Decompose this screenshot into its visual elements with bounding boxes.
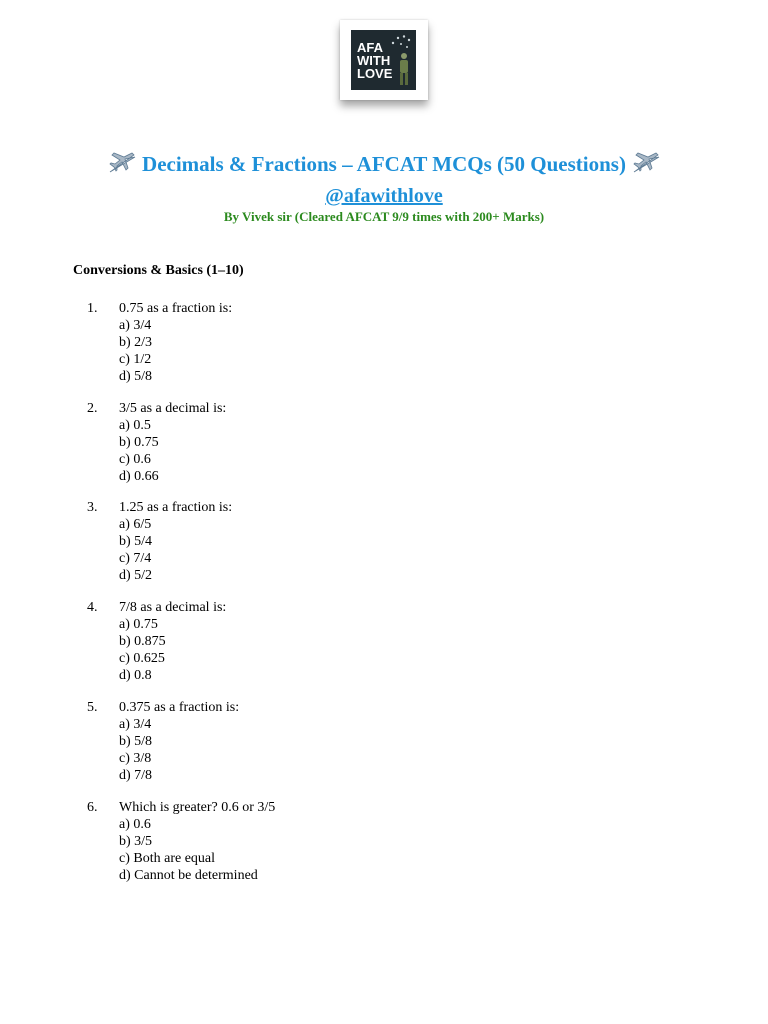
answer-option: c) 1/2 [119, 352, 152, 367]
logo-text-line-3: LOVE [357, 66, 393, 81]
question-text: 1.25 as a fraction is: [119, 500, 233, 515]
answer-option: c) 3/8 [119, 751, 152, 766]
logo-text-line-2: WITH [357, 53, 391, 68]
answer-option: b) 3/5 [119, 834, 153, 849]
question-text: Which is greater? 0.6 or 3/5 [119, 800, 276, 815]
answer-option: c) Both are equal [119, 851, 216, 866]
page-title-row [0, 150, 768, 178]
section-heading: Conversions & Basics (1–10) [73, 263, 244, 278]
logo-text-line-1: AFA [357, 40, 383, 55]
question-number: 3. [87, 500, 98, 515]
answer-option: c) 0.6 [119, 452, 151, 467]
answer-option: b) 5/8 [119, 734, 153, 749]
question-number: 2. [87, 401, 98, 416]
page-title: Decimals & Fractions – AFCAT MCQs (50 Questions) [142, 152, 626, 176]
answer-option: a) 0.75 [119, 617, 158, 632]
option-list [119, 317, 152, 385]
answer-option: a) 3/4 [119, 717, 152, 732]
question-text: 7/8 as a decimal is: [119, 600, 227, 615]
answer-option: b) 2/3 [119, 335, 153, 350]
logo [351, 30, 416, 90]
answer-option: d) 5/8 [119, 369, 153, 384]
answer-option: b) 5/4 [119, 534, 153, 549]
airplane-icon [631, 151, 661, 175]
answer-option: d) Cannot be determined [119, 868, 258, 883]
stars-icon [389, 34, 413, 52]
handle-link-text[interactable]: @afawithlove [325, 185, 443, 207]
question-number: 4. [87, 600, 98, 615]
logo-frame [340, 20, 428, 100]
handle-link[interactable] [0, 183, 768, 209]
answer-option: b) 0.75 [119, 435, 159, 450]
answer-option: c) 0.625 [119, 651, 165, 666]
author-line: By Vivek sir (Cleared AFCAT 9/9 times with 200+ Marks) [223, 209, 545, 224]
answer-option: d) 5/2 [119, 568, 153, 583]
option-list [119, 716, 152, 784]
option-list [119, 816, 258, 884]
answer-option: a) 6/5 [119, 517, 152, 532]
airplane-icon [107, 151, 137, 175]
answer-option: a) 0.6 [119, 817, 151, 832]
answer-option: c) 7/4 [119, 551, 152, 566]
option-list [119, 616, 166, 684]
soldier-icon [397, 52, 411, 86]
answer-option: a) 0.5 [119, 418, 151, 433]
answer-option: d) 0.66 [119, 469, 159, 484]
question-number: 5. [87, 700, 98, 715]
answer-option: d) 0.8 [119, 668, 152, 683]
option-list [119, 516, 152, 584]
answer-option: b) 0.875 [119, 634, 166, 649]
question-number: 6. [87, 800, 98, 815]
question-text: 0.375 as a fraction is: [119, 700, 240, 715]
option-list [119, 417, 159, 485]
question-number: 1. [87, 301, 98, 316]
question-text: 3/5 as a decimal is: [119, 401, 227, 416]
question-text: 0.75 as a fraction is: [119, 301, 233, 316]
answer-option: d) 7/8 [119, 768, 153, 783]
answer-option: a) 3/4 [119, 318, 152, 333]
